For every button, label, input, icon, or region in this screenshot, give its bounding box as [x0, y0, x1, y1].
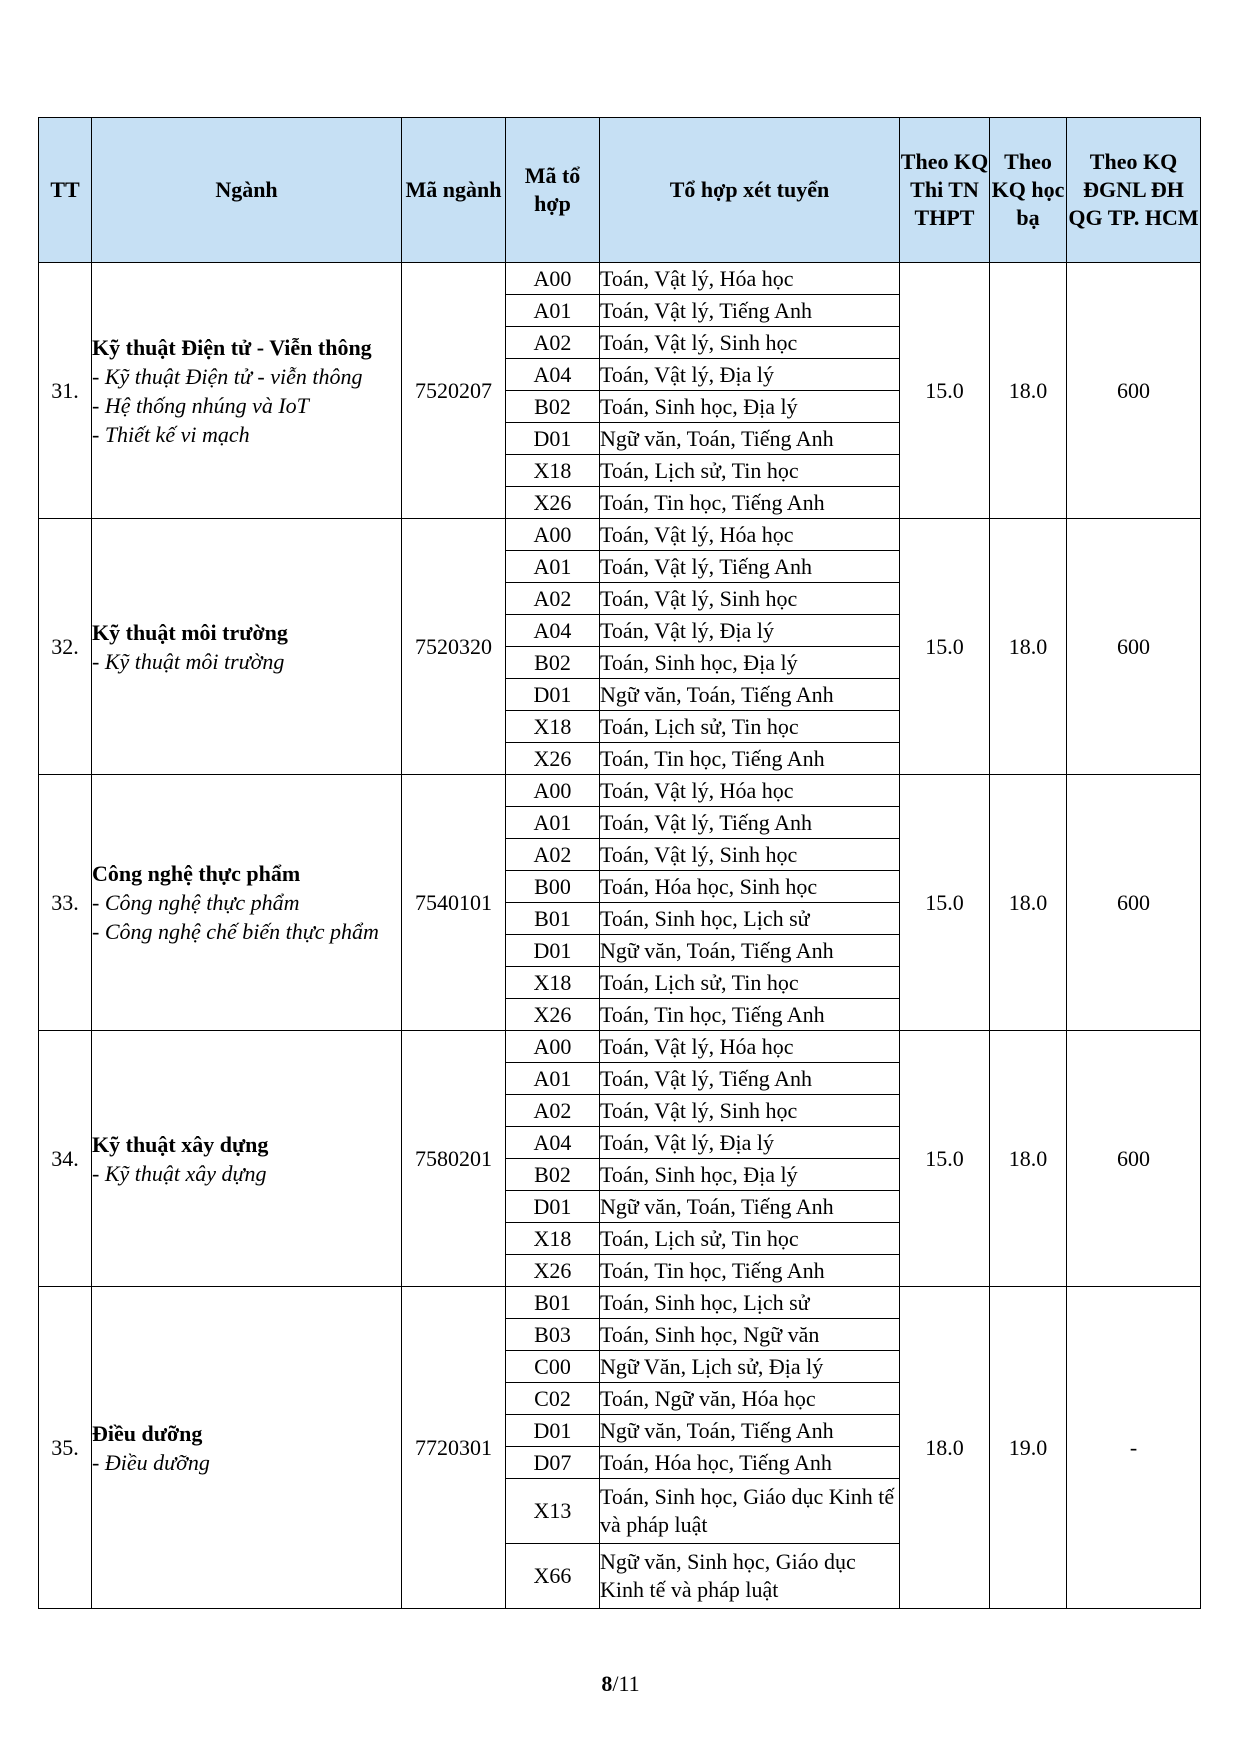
table-row	[39, 519, 1201, 551]
group-code: X26	[506, 1255, 600, 1287]
subject-combination: Toán, Vật lý, Địa lý	[600, 359, 900, 391]
subject-combination: Ngữ văn, Toán, Tiếng Anh	[600, 1191, 900, 1223]
group-code: A04	[506, 359, 600, 391]
group-code: A01	[506, 1063, 600, 1095]
header-combination: Tổ hợp xét tuyển	[600, 118, 900, 263]
group-code: A02	[506, 1095, 600, 1127]
group-code: D01	[506, 679, 600, 711]
score-thpt: 15.0	[900, 775, 990, 1031]
subject-combination: Ngữ văn, Toán, Tiếng Anh	[600, 423, 900, 455]
subject-combination: Toán, Sinh học, Lịch sử	[600, 903, 900, 935]
subject-combination: Ngữ Văn, Lịch sử, Địa lý	[600, 1351, 900, 1383]
table-row	[39, 263, 1201, 295]
group-code: A01	[506, 295, 600, 327]
specialization: - Kỹ thuật Điện tử - viễn thông	[92, 363, 363, 389]
row-number: 33.	[39, 775, 92, 1031]
subject-combination: Toán, Tin học, Tiếng Anh	[600, 1255, 900, 1287]
major-title: Công nghệ thực phẩm	[92, 861, 301, 886]
specialization: - Thiết kế vi mạch	[92, 421, 250, 447]
group-code: B03	[506, 1319, 600, 1351]
subject-combination: Toán, Vật lý, Hóa học	[600, 1031, 900, 1063]
subject-combination: Toán, Lịch sử, Tin học	[600, 711, 900, 743]
subject-combination: Toán, Vật lý, Tiếng Anh	[600, 1063, 900, 1095]
major-cell	[92, 1287, 402, 1609]
subject-combination: Toán, Lịch sử, Tin học	[600, 455, 900, 487]
subject-combination: Toán, Hóa học, Sinh học	[600, 871, 900, 903]
group-code: X26	[506, 999, 600, 1031]
major-code: 7720301	[402, 1287, 506, 1609]
major-code: 7580201	[402, 1031, 506, 1287]
major-title: Kỹ thuật Điện tử - Viễn thông	[92, 334, 372, 360]
group-code: B02	[506, 391, 600, 423]
subject-combination: Toán, Vật lý, Tiếng Anh	[600, 551, 900, 583]
group-code: X18	[506, 711, 600, 743]
subject-combination: Toán, Ngữ văn, Hóa học	[600, 1383, 900, 1415]
header-tt: TT	[39, 118, 92, 263]
group-code: A00	[506, 1031, 600, 1063]
header-score-hocba: Theo KQ học bạ	[990, 118, 1067, 263]
major-cell	[92, 519, 402, 775]
group-code: A01	[506, 551, 600, 583]
group-code: D01	[506, 1415, 600, 1447]
specialization: - Kỹ thuật xây dựng	[92, 1160, 267, 1186]
subject-combination: Toán, Sinh học, Ngữ văn	[600, 1319, 900, 1351]
score-hocba: 18.0	[990, 1031, 1067, 1287]
subject-combination: Toán, Tin học, Tiếng Anh	[600, 487, 900, 519]
group-code: A02	[506, 583, 600, 615]
major-code: 7520207	[402, 263, 506, 519]
table-row	[39, 1031, 1201, 1063]
group-code: B01	[506, 903, 600, 935]
group-code: X18	[506, 1223, 600, 1255]
page-total: /11	[612, 1671, 640, 1696]
subject-combination: Toán, Sinh học, Giáo dục Kinh tế và pháp luật	[600, 1479, 900, 1544]
subject-combination: Toán, Vật lý, Sinh học	[600, 583, 900, 615]
specialization: - Hệ thống nhúng và IoT	[92, 392, 309, 418]
group-code: A00	[506, 519, 600, 551]
specialization: - Kỹ thuật môi trường	[92, 648, 285, 674]
score-hocba: 19.0	[990, 1287, 1067, 1609]
major-title: Kỹ thuật môi trường	[92, 619, 288, 645]
major-title: Kỹ thuật xây dựng	[92, 1131, 269, 1157]
table-row	[39, 775, 1201, 807]
group-code: D07	[506, 1447, 600, 1479]
group-code: A01	[506, 807, 600, 839]
group-code: A00	[506, 263, 600, 295]
score-dgnl: -	[1067, 1287, 1201, 1609]
subject-combination: Toán, Vật lý, Sinh học	[600, 1095, 900, 1127]
subject-combination: Toán, Vật lý, Hóa học	[600, 263, 900, 295]
group-code: B02	[506, 1159, 600, 1191]
subject-combination: Toán, Lịch sử, Tin học	[600, 1223, 900, 1255]
row-number: 34.	[39, 1031, 92, 1287]
subject-combination: Ngữ văn, Toán, Tiếng Anh	[600, 935, 900, 967]
table-body	[39, 263, 1201, 1609]
score-thpt: 15.0	[900, 263, 990, 519]
subject-combination: Toán, Sinh học, Địa lý	[600, 647, 900, 679]
major-cell	[92, 1031, 402, 1287]
page-number	[0, 1671, 1241, 1697]
page-current: 8	[601, 1671, 613, 1696]
specialization: - Công nghệ chế biến thực phẩm	[92, 919, 379, 944]
subject-combination: Toán, Sinh học, Địa lý	[600, 391, 900, 423]
group-code: D01	[506, 423, 600, 455]
subject-combination: Toán, Vật lý, Tiếng Anh	[600, 295, 900, 327]
score-dgnl: 600	[1067, 1031, 1201, 1287]
major-cell	[92, 775, 402, 1031]
score-thpt: 15.0	[900, 519, 990, 775]
major-cell	[92, 263, 402, 519]
subject-combination: Ngữ văn, Toán, Tiếng Anh	[600, 1415, 900, 1447]
major-title: Điều dưỡng	[92, 1420, 203, 1446]
group-code: X26	[506, 743, 600, 775]
subject-combination: Ngữ văn, Sinh học, Giáo dục Kinh tế và pháp luật	[600, 1544, 900, 1609]
header-major: Ngành	[92, 118, 402, 263]
subject-combination: Toán, Vật lý, Tiếng Anh	[600, 807, 900, 839]
table-row	[39, 1287, 1201, 1319]
subject-combination: Toán, Sinh học, Lịch sử	[600, 1287, 900, 1319]
specialization: - Công nghệ thực phẩm	[92, 890, 300, 915]
score-hocba: 18.0	[990, 263, 1067, 519]
group-code: X13	[506, 1479, 600, 1544]
score-dgnl: 600	[1067, 263, 1201, 519]
subject-combination: Toán, Lịch sử, Tin học	[600, 967, 900, 999]
row-number: 31.	[39, 263, 92, 519]
group-code: C00	[506, 1351, 600, 1383]
header-score-thpt: Theo KQ Thi TN THPT	[900, 118, 990, 263]
group-code: A02	[506, 839, 600, 871]
row-number: 35.	[39, 1287, 92, 1609]
group-code: D01	[506, 1191, 600, 1223]
group-code: A04	[506, 615, 600, 647]
subject-combination: Toán, Vật lý, Hóa học	[600, 775, 900, 807]
score-dgnl: 600	[1067, 775, 1201, 1031]
score-dgnl: 600	[1067, 519, 1201, 775]
subject-combination: Toán, Vật lý, Địa lý	[600, 1127, 900, 1159]
subject-combination: Toán, Sinh học, Địa lý	[600, 1159, 900, 1191]
subject-combination: Toán, Vật lý, Địa lý	[600, 615, 900, 647]
group-code: X18	[506, 967, 600, 999]
group-code: A02	[506, 327, 600, 359]
group-code: A04	[506, 1127, 600, 1159]
group-code: X66	[506, 1544, 600, 1609]
subject-combination: Toán, Vật lý, Hóa học	[600, 519, 900, 551]
group-code: B00	[506, 871, 600, 903]
subject-combination: Toán, Tin học, Tiếng Anh	[600, 743, 900, 775]
subject-combination: Toán, Tin học, Tiếng Anh	[600, 999, 900, 1031]
group-code: B02	[506, 647, 600, 679]
subject-combination: Toán, Vật lý, Sinh học	[600, 839, 900, 871]
group-code: X18	[506, 455, 600, 487]
major-code: 7520320	[402, 519, 506, 775]
subject-combination: Toán, Hóa học, Tiếng Anh	[600, 1447, 900, 1479]
group-code: D01	[506, 935, 600, 967]
row-number: 32.	[39, 519, 92, 775]
score-thpt: 18.0	[900, 1287, 990, 1609]
score-hocba: 18.0	[990, 775, 1067, 1031]
subject-combination: Toán, Vật lý, Sinh học	[600, 327, 900, 359]
score-thpt: 15.0	[900, 1031, 990, 1287]
major-code: 7540101	[402, 775, 506, 1031]
subject-combination: Ngữ văn, Toán, Tiếng Anh	[600, 679, 900, 711]
specialization: - Điều dưỡng	[92, 1449, 210, 1475]
score-hocba: 18.0	[990, 519, 1067, 775]
header-row	[39, 118, 1201, 263]
header-group-code: Mã tổ hợp	[506, 118, 600, 263]
group-code: A00	[506, 775, 600, 807]
group-code: C02	[506, 1383, 600, 1415]
header-score-dgnl: Theo KQ ĐGNL ĐH QG TP. HCM	[1067, 118, 1201, 263]
header-major-code: Mã ngành	[402, 118, 506, 263]
admission-table	[38, 117, 1201, 1609]
group-code: B01	[506, 1287, 600, 1319]
group-code: X26	[506, 487, 600, 519]
